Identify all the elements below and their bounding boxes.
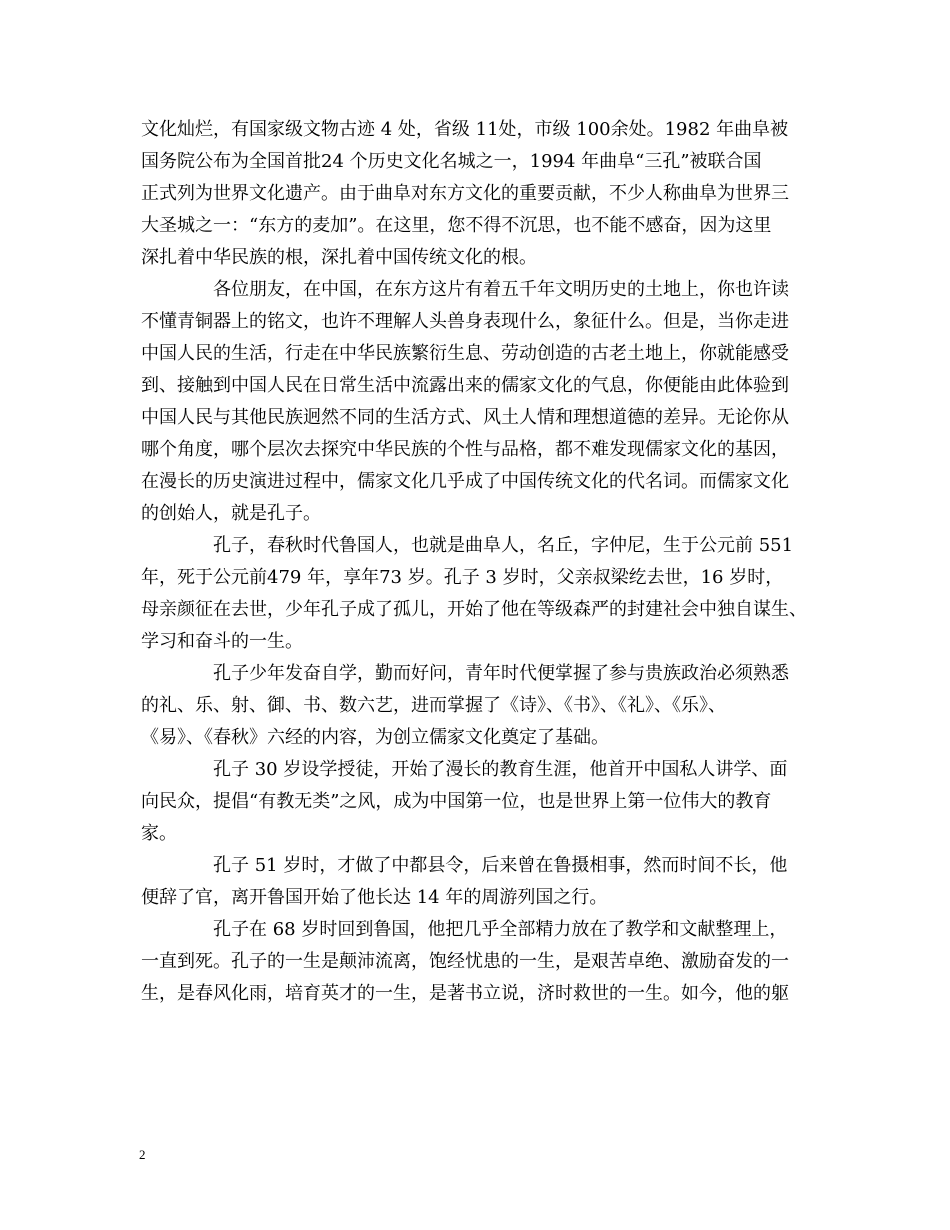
body-text (141, 114, 819, 1010)
text-line: 的创始人，就是孔子。 (141, 503, 321, 524)
text-line: 正式列为世界文化遗产。由于曲阜对东方文化的重要贡献，不少人称曲阜为世界三 (141, 183, 789, 204)
text-line: 学习和奋斗的一生。 (141, 631, 303, 652)
text-line: 深扎着中华民族的根，深扎着中国传统文化的根。 (141, 247, 537, 268)
paragraph-first-line: 孔子 30 岁设学授徒，开始了漫长的教育生涯，他首开中国私人讲学、面 (213, 759, 788, 780)
text-line: 生，是春风化雨，培育英才的一生，是著书立说，济时救世的一生。如今，他的躯 (141, 983, 789, 1004)
text-line: 的礼、乐、射、御、书、数六艺，进而掌握了《诗》、《书》、《礼》、《乐》、 (141, 695, 726, 716)
paragraph-first-line: 孔子 51 岁时，才做了中都县令，后来曾在鲁摄相事，然而时间不长，他 (213, 855, 788, 876)
text-line: 到、接触到中国人民在日常生活中流露出来的儒家文化的气息，你便能由此体验到 (141, 375, 789, 396)
paragraph-first-line: 孔子少年发奋自学，勤而好问，青年时代便掌握了参与贵族政治必须熟悉 (213, 663, 789, 684)
text-line: 向民众，提倡“有教无类”之风，成为中国第一位，也是世界上第一位伟大的教育 (141, 791, 772, 812)
text-line: 哪个角度，哪个层次去探究中华民族的个性与品格，都不难发现儒家文化的基因， (141, 439, 789, 460)
text-line: 一直到死。孔子的一生是颠沛流离，饱经忧患的一生，是艰苦卓绝、激励奋发的一 (141, 951, 789, 972)
text-line: 便辞了官，离开鲁国开始了他长达 14 年的周游列国之行。 (141, 887, 608, 908)
text-line: 国务院公布为全国首批24 个历史文化名城之一，1994 年曲阜“三孔”被联合国 (141, 151, 762, 172)
text-line: 中国人民与其他民族迥然不同的生活方式、风土人情和理想道德的差异。无论你从 (141, 407, 789, 428)
text-line: 家。 (141, 823, 177, 844)
page-number: 2 (139, 1147, 146, 1162)
text-line: 在漫长的历史演进过程中，儒家文化几乎成了中国传统文化的代名词。而儒家文化 (141, 471, 789, 492)
text-line: 《易》、《春秋》六经的内容，为创立儒家文化奠定了基础。 (141, 727, 609, 748)
text-line: 母亲颜征在去世，少年孔子成了孤儿，开始了他在等级森严的封建社会中独自谋生、 (141, 599, 807, 620)
text-line: 大圣城之一：“东方的麦加”。在这里，您不得不沉思，也不能不感奋，因为这里 (141, 215, 772, 236)
text-line: 中国人民的生活，行走在中华民族繁衍生息、劳动创造的古老土地上，你就能感受 (141, 343, 789, 364)
text-line: 文化灿烂，有国家级文物古迹 4 处，省级 11处，市级 100余处。1982 年曲阜被 (141, 119, 789, 140)
paragraph-first-line: 各位朋友，在中国，在东方这片有着五千年文明历史的土地上，你也许读 (213, 279, 789, 300)
text-line: 年，死于公元前479 年，享年73 岁。孔子 3 岁时，父亲叔梁纥去世，16 岁时， (141, 567, 784, 588)
text-line: 不懂青铜器上的铭文，也许不理解人头兽身表现什么，象征什么。但是，当你走进 (141, 311, 789, 332)
paragraph-first-line: 孔子在 68 岁时回到鲁国，他把几乎全部精力放在了教学和文献整理上， (213, 919, 788, 940)
paragraph-first-line: 孔子，春秋时代鲁国人，也就是曲阜人，名丘，字仲尼，生于公元前 551 (213, 535, 794, 556)
